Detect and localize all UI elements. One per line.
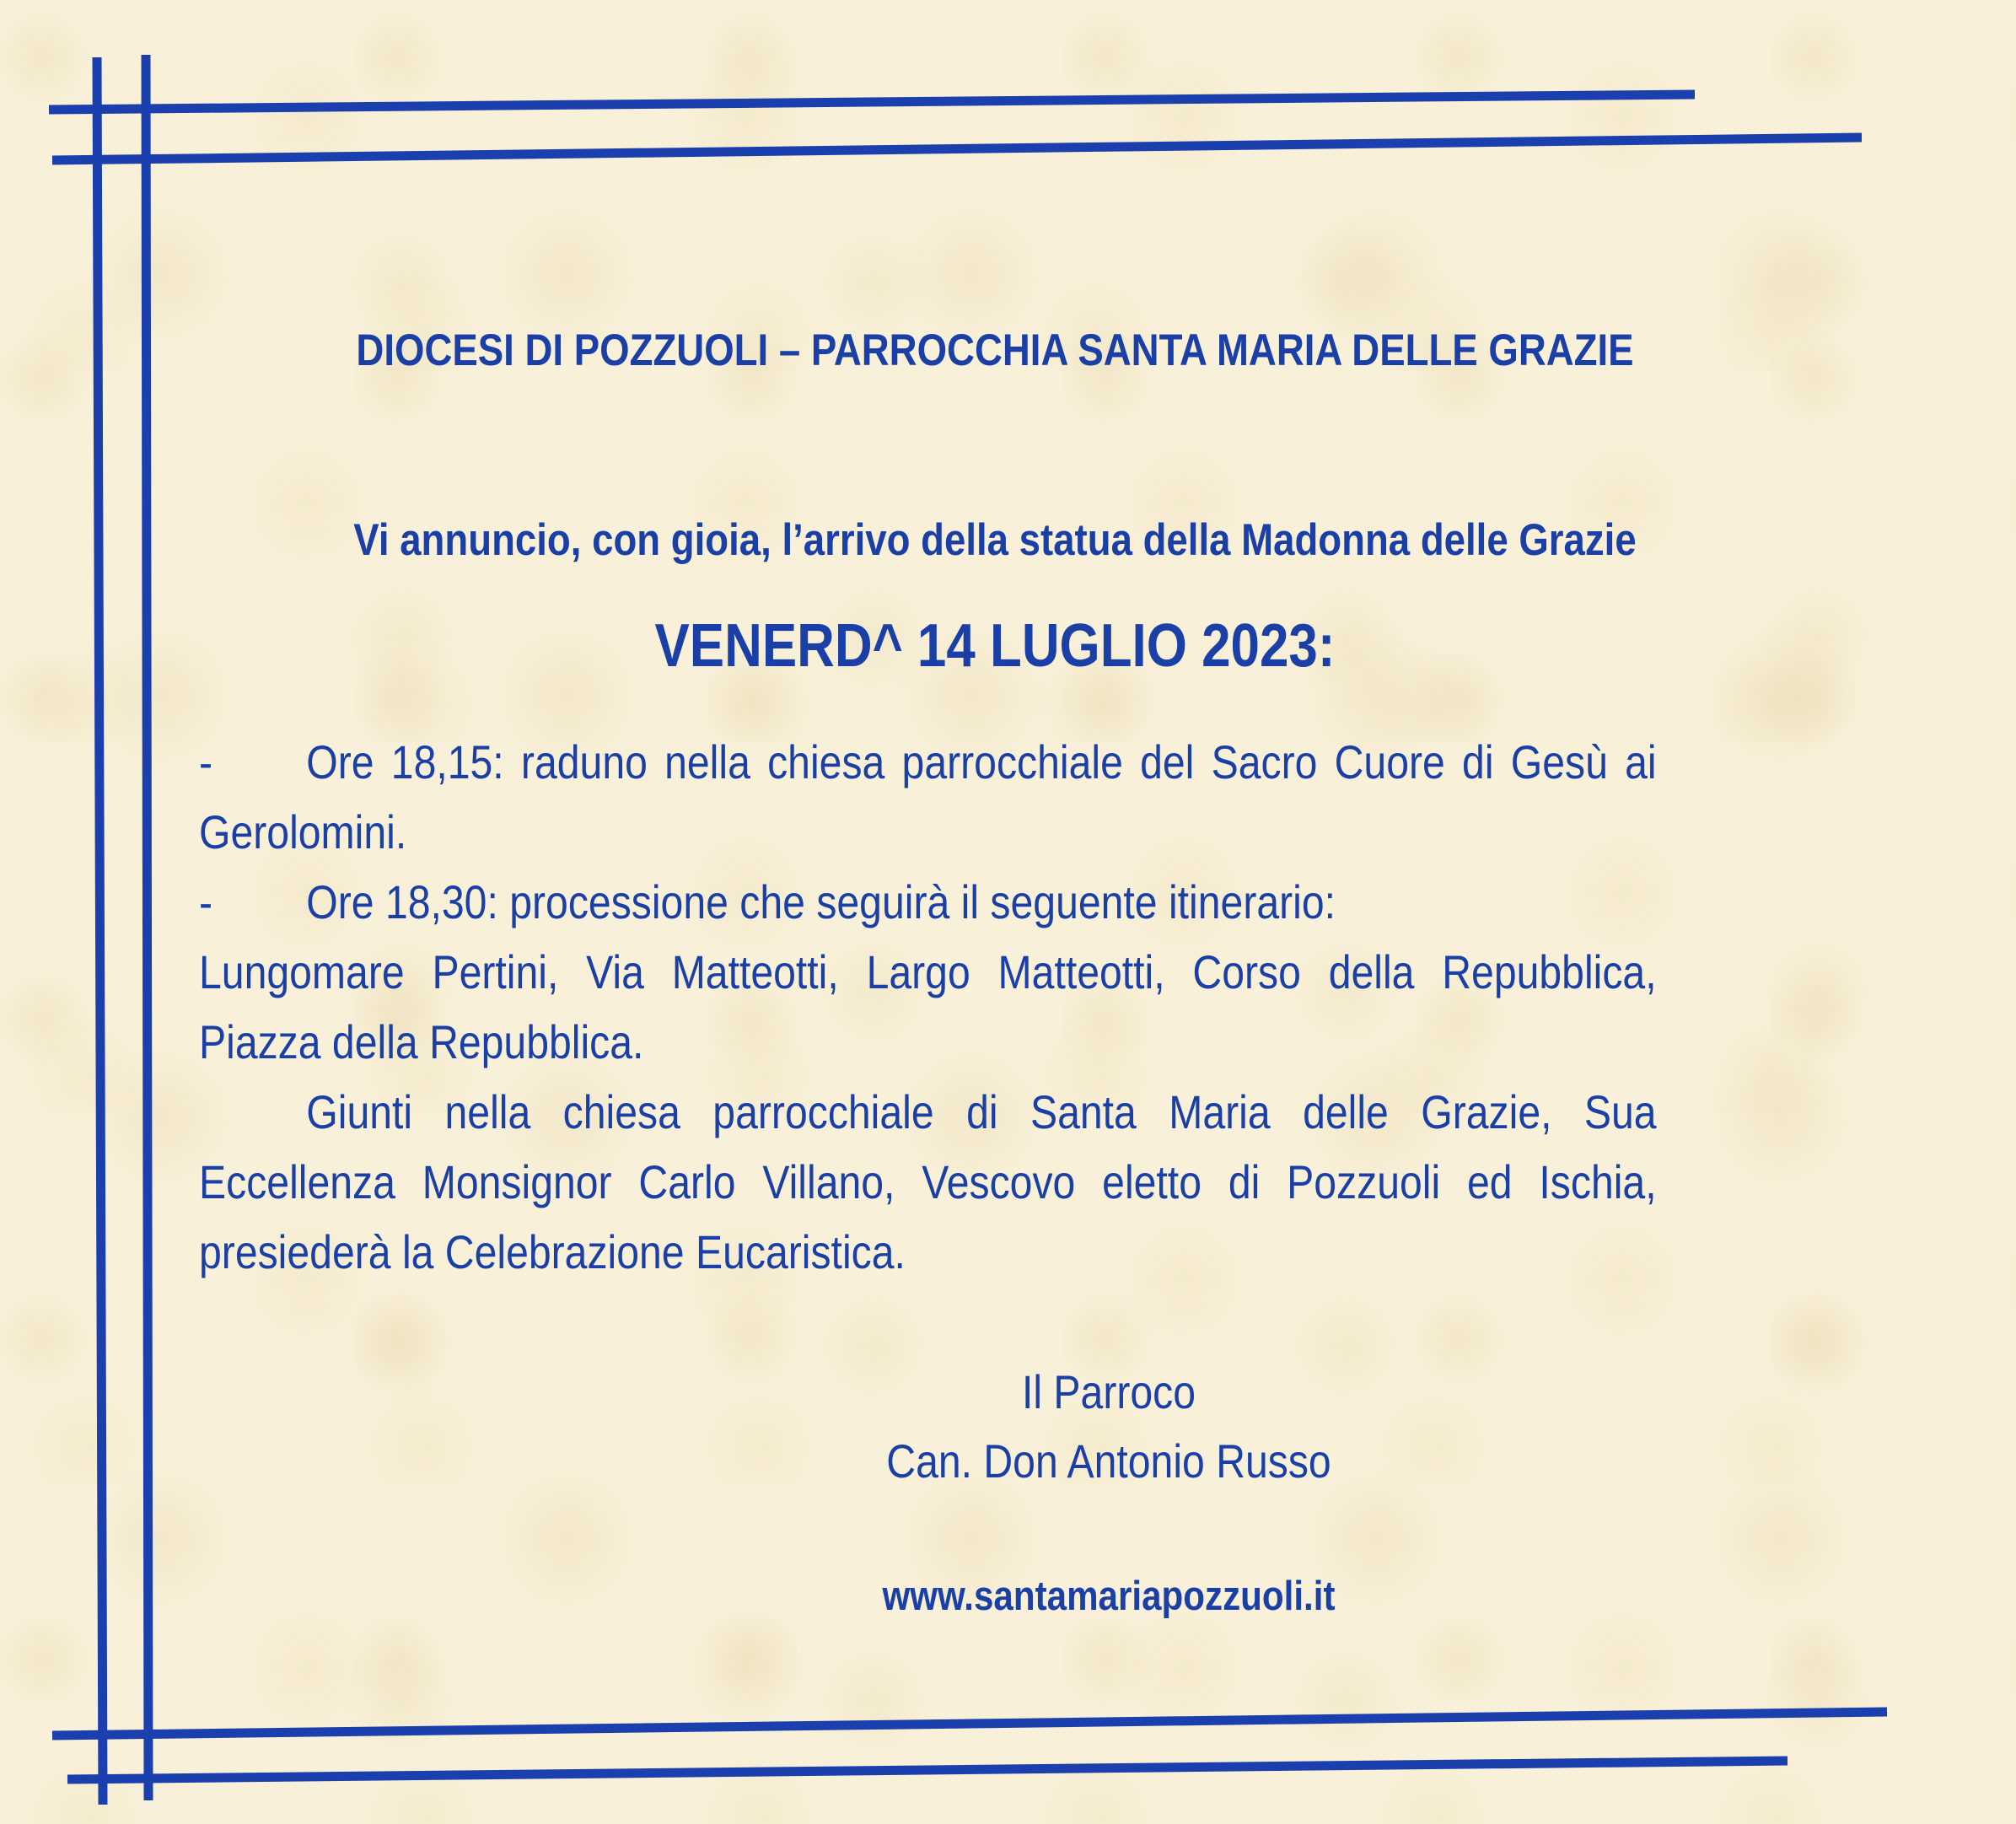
border-line-left-inner (146, 55, 148, 1800)
program-body (199, 727, 1657, 1287)
program-item-2 (199, 867, 1657, 937)
border-line-top-inner (52, 137, 1862, 160)
border-line-top-outer (49, 94, 1695, 110)
bullet-dash: - (199, 735, 213, 788)
header-title: DIOCESI DI POZZUOLI – PARROCCHIA SANTA MARIA DELLE GRAZIE (356, 326, 1634, 375)
border-line-bottom-inner (52, 1712, 1887, 1735)
border-line-bottom-outer (67, 1761, 1788, 1779)
itinerary-text: Lungomare Pertini, Via Matteotti, Largo Matteotti, Corso della Repubblica, Piazza della Repubblica. (199, 945, 1657, 1068)
event-date: VENERD^ 14 LUGLIO 2023: (654, 612, 1336, 680)
bullet-dash: - (199, 875, 213, 928)
celebration-text: Giunti nella chiesa parrocchiale di Santa Maria delle Grazie, Sua Eccellenza Monsignor Carlo Villano, Vescovo eletto di Pozzuoli ed Ischia, presiederà la Celebrazione Eucaristica. (199, 1085, 1657, 1278)
program-item-2-text: Ore 18,30: processione che seguirà il seguente itinerario: (306, 875, 1336, 928)
announcement-intro: Vi annuncio, con gioia, l’arrivo della statua della Madonna delle Grazie (353, 515, 1637, 565)
website-link[interactable]: www.santamariapozzuoli.it (882, 1574, 1336, 1619)
signature-name: Can. Don Antonio Russo (886, 1434, 1331, 1488)
border-line-left-outer (97, 57, 103, 1805)
signature-role: Il Parroco (1021, 1365, 1196, 1418)
celebration-paragraph (199, 1077, 1657, 1287)
program-item-1 (199, 727, 1657, 867)
program-item-1-text: Ore 18,15: raduno nella chiesa parrocchiale del Sacro Cuore di Gesù ai Gerolomini. (199, 735, 1657, 858)
